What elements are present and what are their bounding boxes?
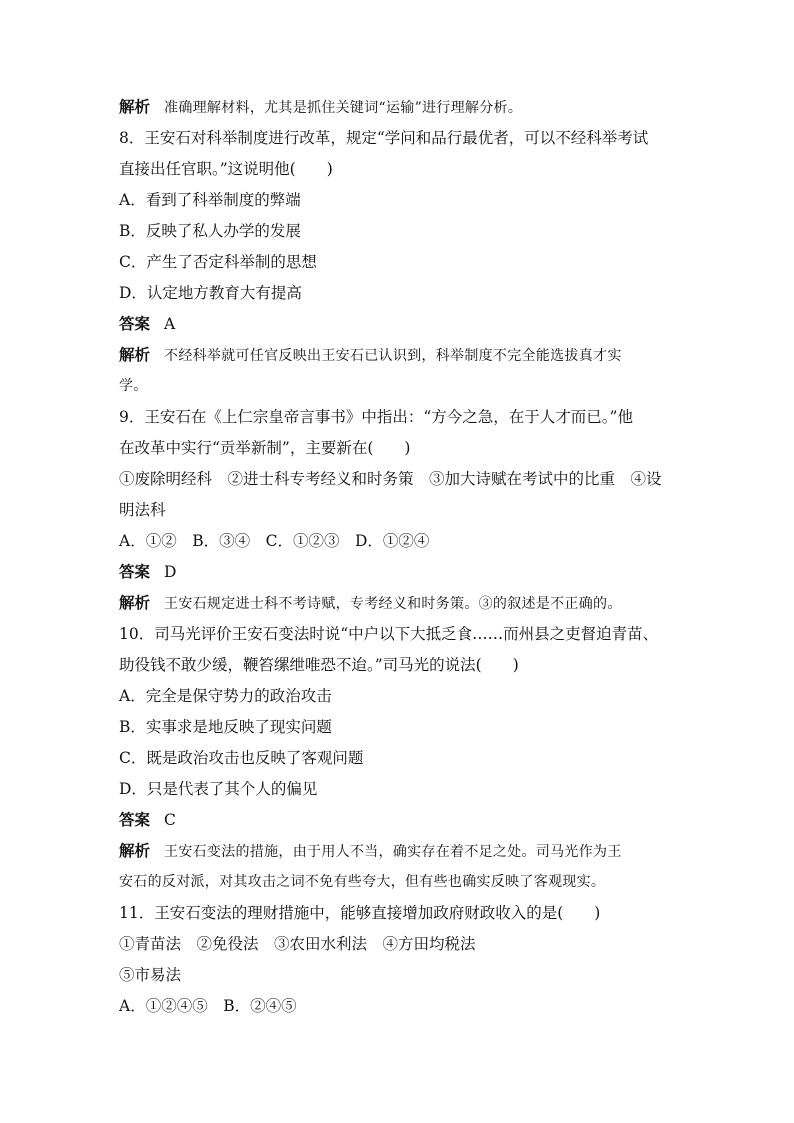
q11-options: A．①②④⑤ B．②④⑤: [119, 997, 297, 1015]
explanation-label: 解析: [119, 594, 151, 612]
q8-option-a: A．看到了科举制度的弊端: [119, 191, 301, 209]
q9-stem-line2: 在改革中实行“贡举新制”，主要新在( ): [119, 439, 411, 457]
q8-explanation-line2: 学。: [119, 378, 148, 394]
q11-items-line1: ①青苗法 ②免役法 ③农田水利法 ④方田均税法: [119, 935, 476, 953]
q9-items-line2: 明法科: [119, 501, 166, 519]
answer-label: 答案: [119, 563, 151, 581]
q10-explanation-line2: 安石的反对派，对其攻击之词不免有些夸大，但有些也确实反映了客观现实。: [119, 874, 606, 890]
answer-value: C: [164, 811, 176, 829]
explanation-text: 王安石规定进士科不考诗赋，专考经义和时务策。③的叙述是不正确的。: [164, 596, 622, 612]
answer-label: 答案: [119, 315, 151, 333]
q8-stem-line1: 8．王安石对科举制度进行改革，规定“学问和品行最优者，可以不经科举考试: [119, 129, 649, 147]
answer-label: 答案: [119, 811, 151, 829]
q8-explanation: [119, 340, 679, 371]
q9-explanation: [119, 588, 679, 619]
q10-explanation: [119, 836, 679, 867]
q8-option-c: C．产生了否定科举制的思想: [119, 253, 317, 271]
q10-option-a: A．完全是保守势力的政治攻击: [119, 687, 332, 705]
q10-option-d: D．只是代表了其个人的偏见: [119, 780, 318, 798]
explanation-label: 解析: [119, 346, 151, 364]
q8-option-d: D．认定地方教育大有提高: [119, 284, 302, 302]
q10-option-b: B．实事求是地反映了现实问题: [119, 718, 332, 736]
q9-options: A．①② B．③④ C．①②③ D．①②④: [119, 532, 430, 550]
q10-stem-line1: 10．司马光评价王安石变法时说“中户以下大抵乏食……而州县之吏督迫青苗、: [119, 625, 659, 643]
explanation-text: 不经科举就可任官反映出王安石已认识到，科举制度不完全能选拔真才实: [164, 348, 622, 364]
q9-stem-line1: 9．王安石在《上仁宗皇帝言事书》中指出：“方今之急，在于人才而已。”他: [119, 408, 633, 426]
answer-value: D: [164, 563, 177, 581]
q9-items-line1: ①废除明经科 ②进士科专考经义和时务策 ③加大诗赋在考试中的比重 ④设: [119, 470, 662, 488]
answer-value: A: [164, 315, 176, 333]
explanation-label: 解析: [119, 98, 151, 116]
q11-items-line2: ⑤市易法: [119, 966, 182, 984]
explanation-text: 王安石变法的措施，由于用人不当，确实存在着不足之处。司马光作为王: [164, 844, 622, 860]
q7-explanation: [119, 92, 679, 123]
document-page: [119, 92, 679, 1022]
q9-answer: [119, 557, 679, 588]
explanation-text: 准确理解材料，尤其是抓住关键词“运输”进行理解分析。: [164, 100, 523, 116]
q10-answer: [119, 805, 679, 836]
q11-stem-line1: 11．王安石变法的理财措施中，能够直接增加政府财政收入的是( ): [119, 904, 601, 922]
q8-option-b: B．反映了私人办学的发展: [119, 222, 301, 240]
q8-answer: [119, 309, 679, 340]
q8-stem-line2: 直接出任官职。”这说明他( ): [119, 160, 333, 178]
q10-option-c: C．既是政治攻击也反映了客观问题: [119, 749, 364, 767]
explanation-label: 解析: [119, 842, 151, 860]
q10-stem-line2: 助役钱不敢少缓，鞭笞缧绁唯恐不迨。”司马光的说法( ): [119, 656, 519, 674]
